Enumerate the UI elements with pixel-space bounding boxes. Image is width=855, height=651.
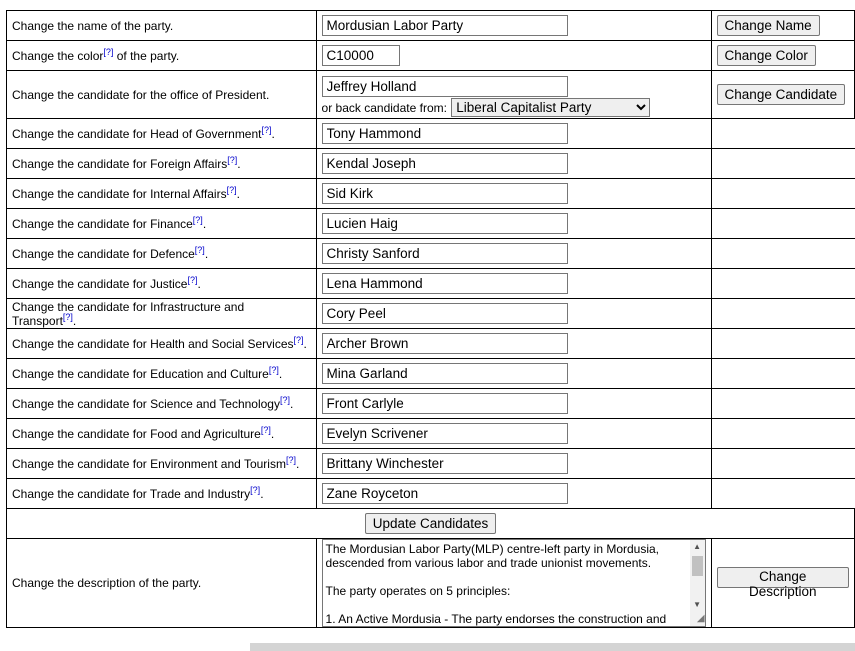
candidate-input[interactable] (322, 183, 568, 204)
help-link[interactable]: [?] (293, 334, 304, 345)
help-link[interactable]: [?] (261, 124, 272, 135)
change-name-button[interactable]: Change Name (717, 15, 820, 36)
candidate-input[interactable] (322, 123, 568, 144)
back-candidate-label: or back candidate from: (321, 101, 447, 115)
candidate-row (7, 269, 855, 299)
party-settings-table (6, 10, 855, 628)
candidate-label: Change the candidate for Trade and Industry[?]. (7, 479, 317, 509)
candidate-row (7, 479, 855, 509)
candidate-input[interactable] (322, 243, 568, 264)
president-candidate-input[interactable] (322, 76, 568, 97)
update-candidates-button[interactable]: Update Candidates (365, 513, 497, 534)
help-link[interactable]: [?] (260, 424, 271, 435)
change-color-button[interactable]: Change Color (717, 45, 816, 66)
party-name-label: Change the name of the party. (7, 11, 317, 41)
help-link[interactable]: [?] (285, 454, 296, 465)
candidate-row (7, 209, 855, 239)
help-link[interactable]: [?] (268, 364, 279, 375)
party-color-input[interactable] (322, 45, 400, 66)
scroll-thumb[interactable] (692, 556, 703, 576)
president-label: Change the candidate for the office of President. (7, 71, 317, 119)
candidate-row (7, 359, 855, 389)
party-color-label: Change the color[?] of the party. (7, 41, 317, 71)
candidate-input[interactable] (322, 153, 568, 174)
candidate-label: Change the candidate for Environment and Tourism[?]. (7, 449, 317, 479)
description-text[interactable]: The Mordusian Labor Party(MLP) centre-left party in Mordusia, descended from various labor and trade unionist movements. The party operates on 5 principles: 1. An Active Mordusia - The party endorses the construction and (325, 542, 667, 626)
help-link[interactable]: [?] (62, 311, 73, 322)
candidate-row (7, 389, 855, 419)
description-label: Change the description of the party. (7, 539, 317, 628)
candidate-label: Change the candidate for Finance[?]. (7, 209, 317, 239)
help-link[interactable]: [?] (250, 484, 261, 495)
candidate-input[interactable] (322, 333, 568, 354)
change-description-button[interactable]: Change Description (717, 567, 849, 588)
candidate-row (7, 449, 855, 479)
candidate-input[interactable] (322, 393, 568, 414)
candidate-row (7, 329, 855, 359)
candidate-input[interactable] (322, 363, 568, 384)
help-link[interactable]: [?] (194, 244, 205, 255)
update-row (7, 509, 855, 539)
candidate-row (7, 149, 855, 179)
candidate-label: Change the candidate for Education and Culture[?]. (7, 359, 317, 389)
candidate-input[interactable] (322, 213, 568, 234)
party-name-input[interactable] (322, 15, 568, 36)
candidate-input[interactable] (322, 483, 568, 504)
bottom-scrollbar[interactable] (250, 643, 855, 651)
candidate-row (7, 419, 855, 449)
candidate-input[interactable] (322, 423, 568, 444)
candidate-label: Change the candidate for Justice[?]. (7, 269, 317, 299)
help-link[interactable]: [?] (227, 154, 238, 165)
description-textarea[interactable] (322, 539, 706, 627)
help-link[interactable]: [?] (279, 394, 290, 405)
back-candidate-select[interactable] (451, 98, 650, 117)
candidate-label: Change the candidate for Internal Affairs[?]. (7, 179, 317, 209)
help-link[interactable]: [?] (192, 214, 203, 225)
party-name-row (7, 11, 855, 41)
candidate-label: Change the candidate for Head of Government[?]. (7, 119, 317, 149)
candidate-label: Change the candidate for Food and Agriculture[?]. (7, 419, 317, 449)
candidate-input[interactable] (322, 273, 568, 294)
candidate-label: Change the candidate for Infrastructure and Transport[?]. (7, 299, 317, 329)
candidate-row (7, 179, 855, 209)
description-row (7, 539, 855, 628)
help-link[interactable]: [?] (187, 274, 198, 285)
party-color-row (7, 41, 855, 71)
help-link[interactable]: [?] (226, 184, 237, 195)
candidate-row (7, 239, 855, 269)
change-candidate-button[interactable]: Change Candidate (717, 84, 846, 105)
candidate-label: Change the candidate for Defence[?]. (7, 239, 317, 269)
candidate-input[interactable] (322, 453, 568, 474)
president-row (7, 71, 855, 119)
candidate-row (7, 119, 855, 149)
candidate-label: Change the candidate for Foreign Affairs[?]. (7, 149, 317, 179)
scroll-down-icon[interactable]: ▼ (693, 600, 701, 609)
candidate-input[interactable] (322, 303, 568, 324)
help-link[interactable]: [?] (103, 46, 114, 57)
resize-handle-icon[interactable]: ◢ (696, 613, 705, 624)
candidate-label: Change the candidate for Science and Technology[?]. (7, 389, 317, 419)
candidate-label: Change the candidate for Health and Social Services[?]. (7, 329, 317, 359)
scroll-up-icon[interactable]: ▲ (693, 542, 701, 551)
candidate-row (7, 299, 855, 329)
